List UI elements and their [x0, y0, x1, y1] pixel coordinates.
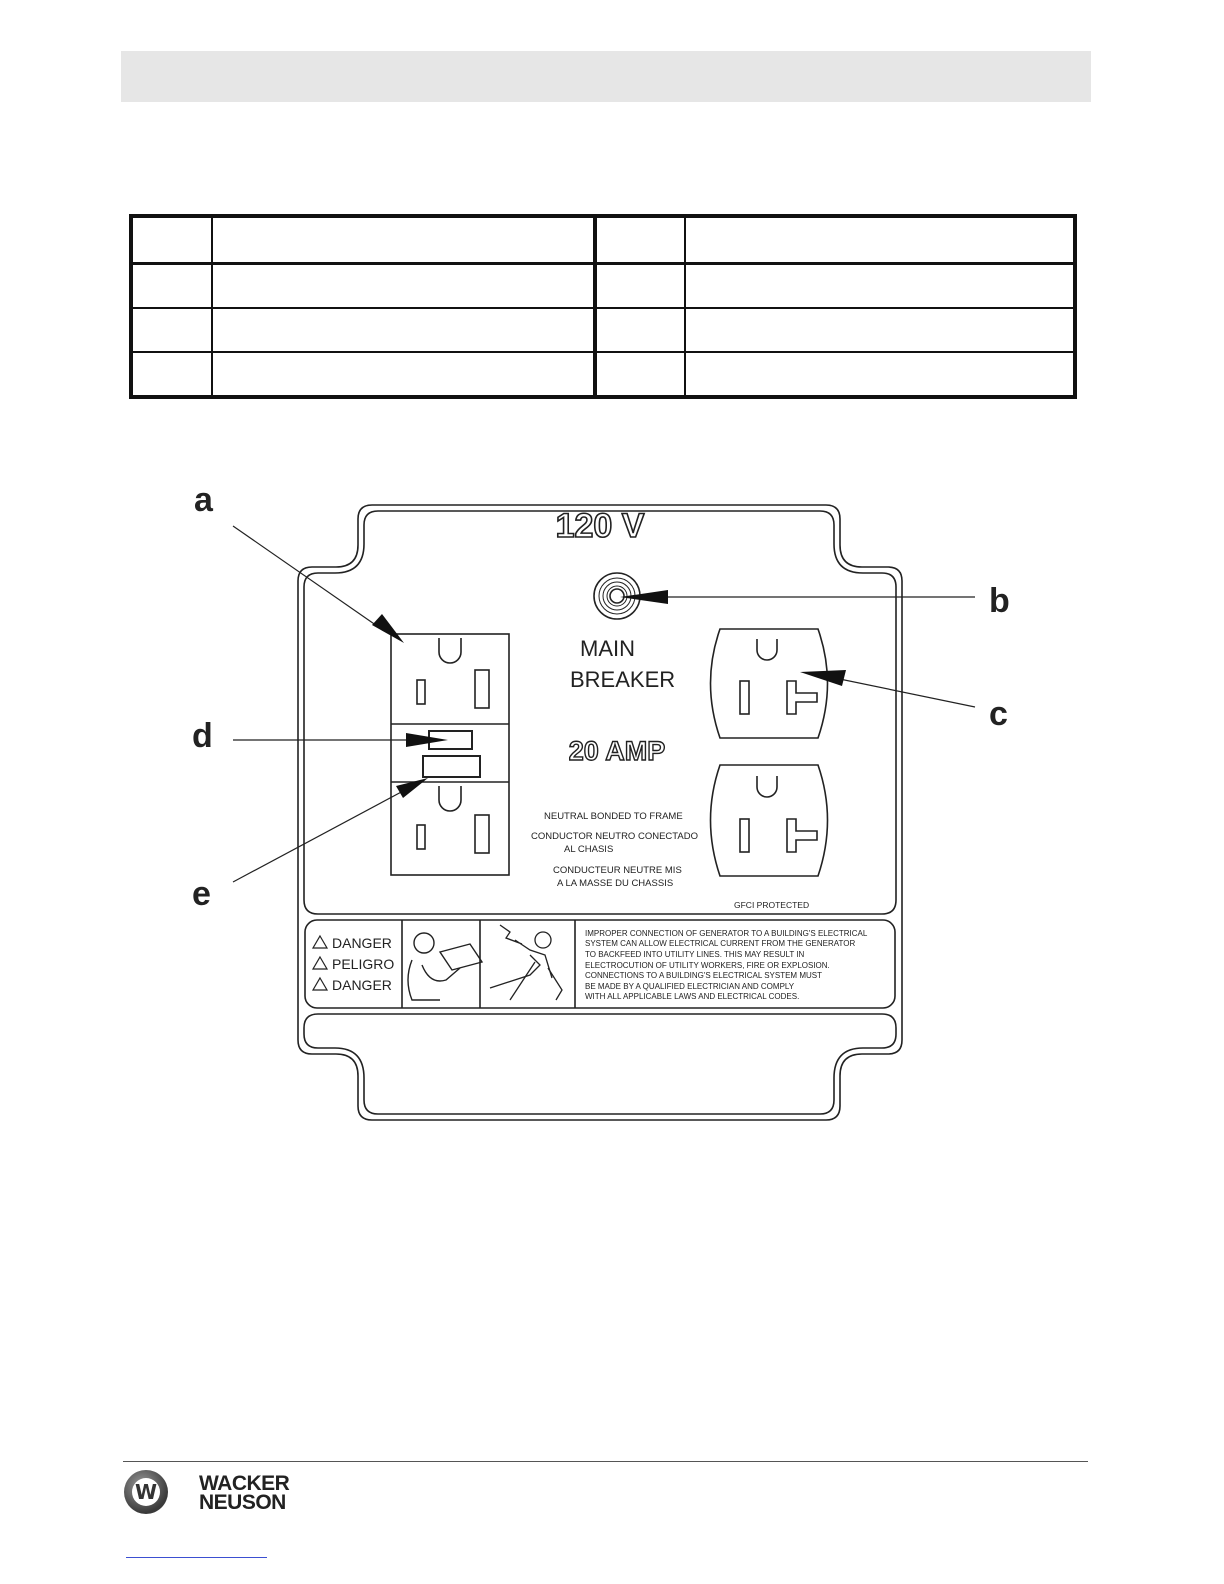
legend-header-description: [212, 216, 595, 264]
logo-letter: W: [132, 1478, 160, 1506]
warning-triangle-icon: [313, 936, 327, 990]
brand-line-1: WACKER: [199, 1472, 290, 1495]
gfci-reset-button[interactable]: [423, 756, 480, 777]
arrowhead-b: [620, 590, 668, 604]
breaker-label-main: MAIN: [580, 636, 635, 661]
legend-cell: [685, 264, 1075, 309]
legend-header-key-2: [595, 216, 685, 264]
legend-row: [131, 264, 1075, 309]
legend-cell: [131, 264, 212, 309]
callout-label-c: c: [989, 695, 1008, 733]
warning-line: SYSTEM CAN ALLOW ELECTRICAL CURRENT FROM THE GENERATOR: [585, 939, 856, 948]
brand-line-2: NEUSON: [199, 1491, 286, 1514]
legend-cell: [595, 264, 685, 309]
neutral-fr-1: CONDUCTEUR NEUTRE MIS: [553, 865, 682, 876]
danger-word: DANGER: [332, 977, 392, 993]
legend-header-description-2: [685, 216, 1075, 264]
legend-header-row: [131, 216, 1075, 264]
neutral-en: NEUTRAL BONDED TO FRAME: [544, 811, 683, 822]
breaker-label-breaker: BREAKER: [570, 667, 676, 692]
receptacle-upper: [711, 629, 828, 738]
legend-table: [129, 214, 1077, 399]
callout-line-e: [233, 790, 405, 882]
legend-cell: [595, 352, 685, 397]
legend-header-key: [131, 216, 212, 264]
amp-label: 20 AMP: [568, 736, 666, 766]
callout-label-a: a: [194, 481, 213, 519]
legend-cell: [595, 308, 685, 352]
callout-label-e: e: [192, 875, 211, 913]
voltage-label: 120 V: [555, 507, 645, 545]
warning-line: ELECTROCUTION OF UTILITY WORKERS, FIRE OR EXPLOSION.: [585, 961, 830, 970]
legend-row: [131, 352, 1075, 397]
warning-line: CONNECTIONS TO A BUILDING'S ELECTRICAL SYSTEM MUST: [585, 971, 822, 980]
neutral-es-2: AL CHASIS: [564, 844, 614, 855]
danger-word: PELIGRO: [332, 956, 395, 972]
warning-line: IMPROPER CONNECTION OF GENERATOR TO A BUILDING'S ELECTRICAL: [585, 929, 868, 938]
legend-cell: [685, 308, 1075, 352]
brand-name: [199, 1474, 289, 1512]
warning-line: TO BACKFEED INTO UTILITY LINES. THIS MAY RESULT IN: [585, 950, 805, 959]
header-band: [121, 51, 1091, 102]
legend-cell: [212, 352, 595, 397]
legend-cell: [131, 352, 212, 397]
warning-line: BE MADE BY A QUALIFIED ELECTRICIAN AND COMPLY: [585, 982, 795, 991]
warning-line: WITH ALL APPLICABLE LAWS AND ELECTRICAL CODES.: [585, 992, 800, 1001]
neutral-fr-2: A LA MASSE DU CHASSIS: [557, 878, 674, 889]
gfci-receptacle: [391, 634, 509, 875]
electrocution-icon: [490, 925, 562, 1000]
neutral-es-1: CONDUCTOR NEUTRO CONECTADO: [531, 831, 698, 842]
callout-label-d: d: [192, 717, 213, 755]
legend-cell: [685, 352, 1075, 397]
arrowhead-c: [800, 670, 846, 686]
arrowhead-a: [372, 614, 404, 643]
gfci-protected-label: GFCI PROTECTED: [734, 900, 810, 910]
legend-cell: [131, 308, 212, 352]
read-manual-icon: [408, 933, 482, 1000]
legend-cell: [212, 308, 595, 352]
footer-rule: [123, 1461, 1088, 1462]
callout-label-b: b: [989, 582, 1010, 620]
legend-row: [131, 308, 1075, 352]
arrowhead-d: [406, 733, 448, 747]
legend-cell: [212, 264, 595, 309]
danger-word: DANGER: [332, 935, 392, 951]
footer-link-underline[interactable]: [126, 1557, 267, 1558]
receptacle-lower: [711, 765, 828, 876]
control-panel-figure: [180, 470, 1040, 1130]
arrowhead-e: [396, 778, 428, 798]
panel-inner-bottom: [304, 1014, 896, 1114]
